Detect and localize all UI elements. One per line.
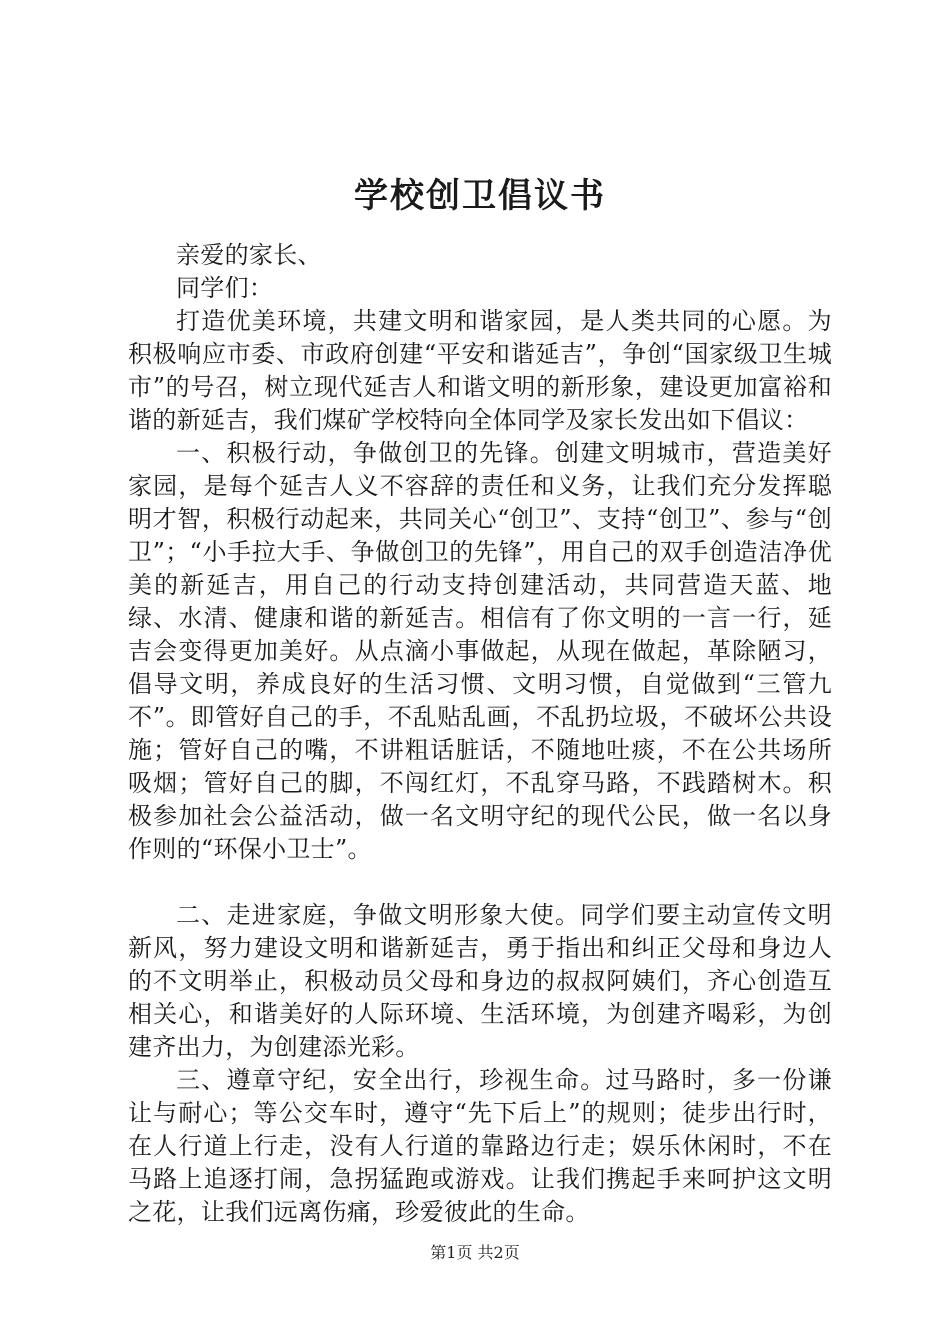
paragraph-item-3: 三、遵章守纪，安全出行，珍视生命。过马路时，多一份谦让与耐心；等公交车时，遵守“先下后上”的规则；徒步出行时，在人行道上行走，没有人行道的靠路边行走；娱乐休闲时，不在马路上追逐打闹，急拐猛跑或游戏。让我们携起手来呵护这文明之花，让我们远离伤痛，珍爱彼此的生命。	[128, 1065, 832, 1226]
paragraph-intro: 打造优美环境，共建文明和谐家园，是人类共同的心愿。为积极响应市委、市政府创建“平安和谐延吉”，争创“国家级卫生城市”的号召，树立现代延吉人和谐文明的新形象，建设更加富裕和谐的新延吉，我们煤矿学校特向全体同学及家长发出如下倡议：	[128, 306, 832, 434]
page-footer: 第1页 共2页	[430, 1243, 520, 1262]
paragraph-item-2: 二、走进家庭，争做文明形象大使。同学们要主动宣传文明新风，努力建设文明和谐新延吉，勇于指出和纠正父母和身边人的不文明举止，积极动员父母和身边的叔叔阿姨们，齐心创造互相关心，和谐美好的人际环境、生活环境，为创建齐喝彩，为创建齐出力，为创建添光彩。	[128, 900, 832, 1061]
paragraph-gap	[128, 866, 832, 899]
document-title: 学校创卫倡议书	[354, 176, 606, 216]
salutation-line-1: 亲爱的家长、	[176, 240, 322, 269]
document-body	[128, 239, 832, 1229]
document-page	[128, 176, 832, 1229]
salutation-line-2: 同学们：	[176, 273, 274, 302]
paragraph-item-1: 一、积极行动，争做创卫的先锋。创建文明城市，营造美好家园，是每个延吉人义不容辞的责任和义务，让我们充分发挥聪明才智，积极行动起来，共同关心“创卫”、支持“创卫”、参与“创卫”；“小手拉大手、争做创卫的先锋”，用自己的双手创造洁净优美的新延吉，用自己的行动支持创建活动，共同营造天蓝、地绿、水清、健康和谐的新延吉。相信有了你文明的一言一行，延吉会变得更加美好。从点滴小事做起，从现在做起，革除陋习，倡导文明，养成良好的生活习惯、文明习惯，自觉做到“三管九不”。即管好自己的手，不乱贴乱画，不乱扔垃圾，不破坏公共设施；管好自己的嘴，不讲粗话脏话，不随地吐痰，不在公共场所吸烟；管好自己的脚，不闯红灯，不乱穿马路，不践踏树木。积极参加社会公益活动，做一名文明守纪的现代公民，做一名以身作则的“环保小卫士”。	[128, 438, 832, 863]
